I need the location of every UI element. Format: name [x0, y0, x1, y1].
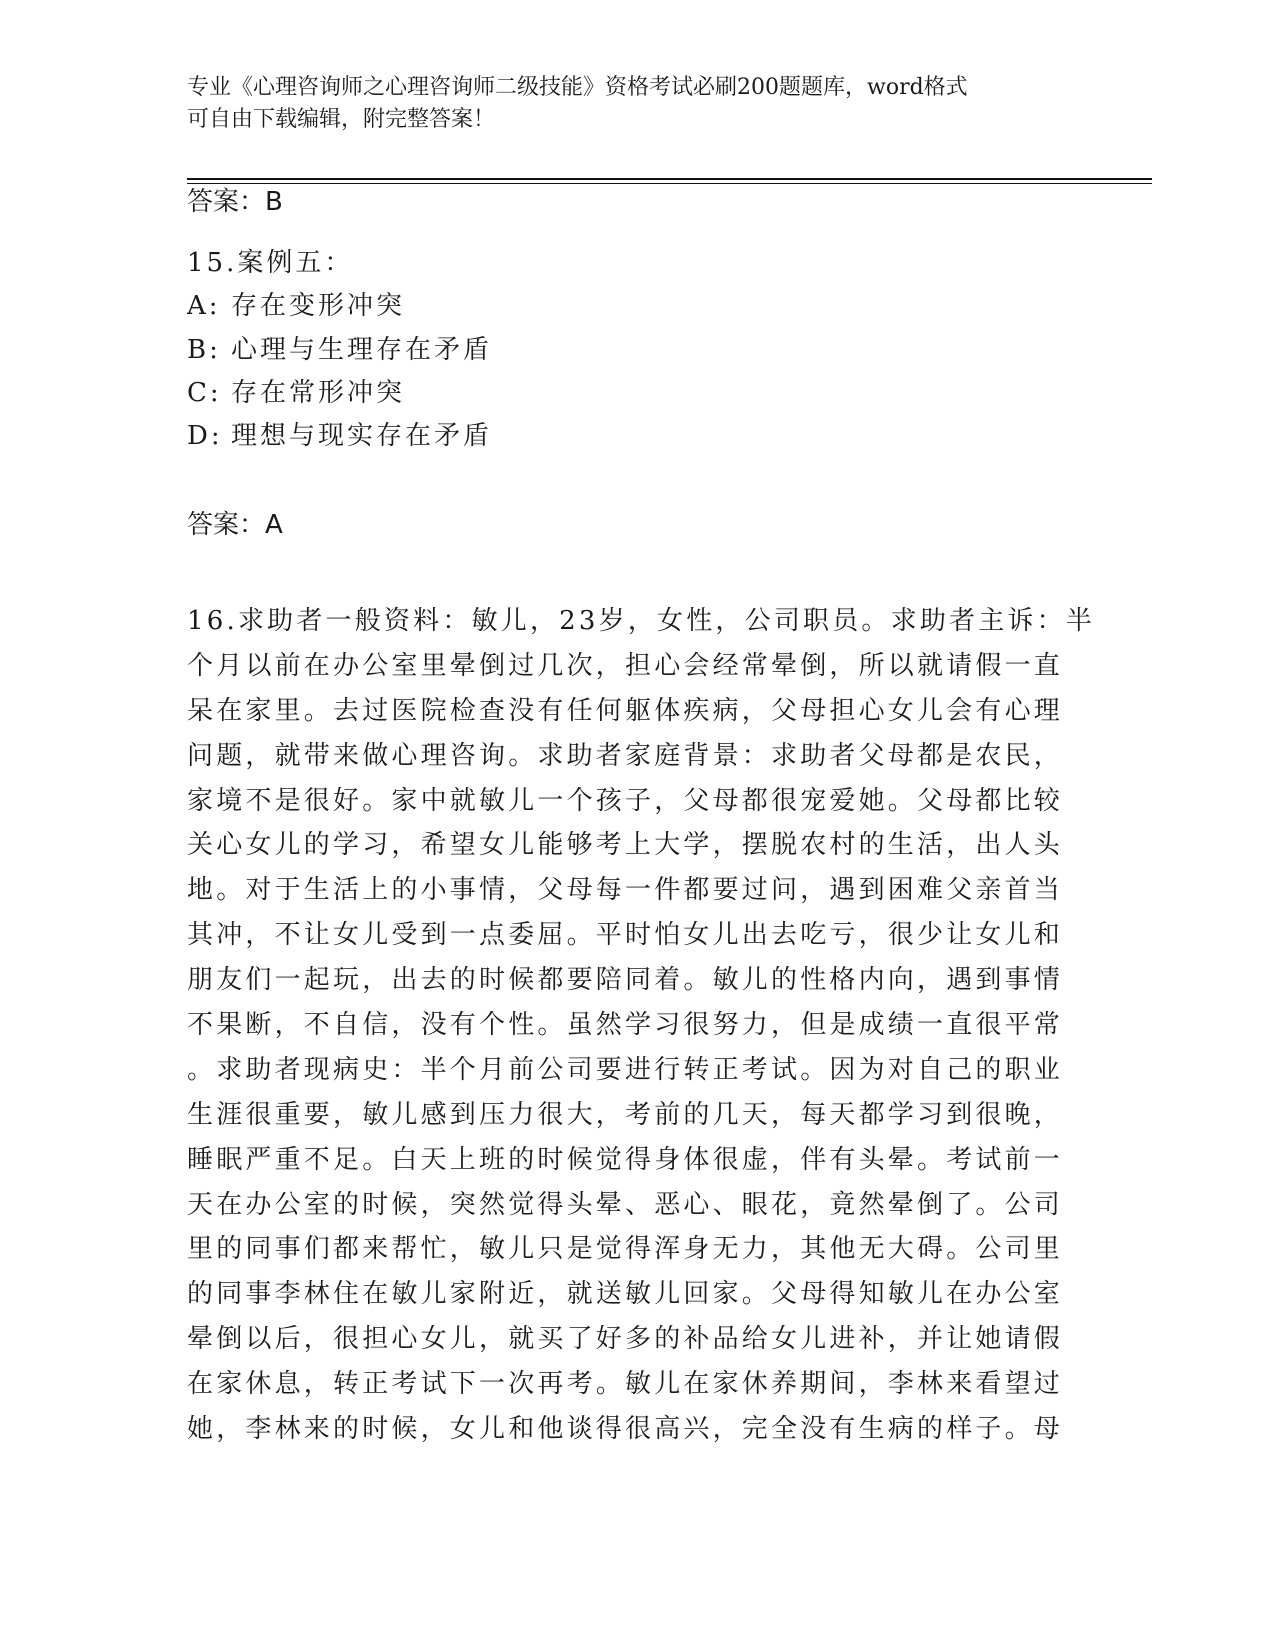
question-15-answer: 答案：A	[187, 510, 283, 540]
passage-line: 家境不是很好。家中就敏儿一个孩子，父母都很宠爱她。父母都比较	[187, 785, 1064, 816]
passage-line: 其冲，不让女儿受到一点委屈。平时怕女儿出去吃亏，很少让女儿和	[187, 920, 1064, 951]
passage-line: 朋友们一起玩，出去的时候都要陪同着。敏儿的性格内向，遇到事情	[187, 965, 1064, 996]
passage-line: 里的同事们都来帮忙，敏儿只是觉得浑身无力，其他无大碍。公司里	[187, 1234, 1064, 1265]
passage-line: 在家休息，转正考试下一次再考。敏儿在家休养期间，李林来看望过	[187, 1369, 1064, 1400]
question-15-option-b	[187, 328, 492, 373]
question-15-option-d	[187, 414, 492, 459]
passage-line: 地。对于生活上的小事情，父母每一件都要过问，遇到困难父亲首当	[187, 875, 1064, 906]
passage-line: 个月以前在办公室里晕倒过几次，担心会经常晕倒，所以就请假一直	[187, 650, 1064, 681]
header-rule-thick	[187, 178, 1152, 180]
header-line: 专业《心理咨询师之心理咨询师二级技能》资格考试必刷200题题库，word格式	[187, 75, 968, 100]
passage-line: 关心女儿的学习，希望女儿能够考上大学，摆脱农村的生活，出人头	[187, 830, 1064, 861]
question-16-passage	[187, 599, 1095, 1452]
question-15-option-a	[187, 284, 405, 329]
passage-line: 她，李林来的时候，女儿和他谈得很高兴，完全没有生病的样子。母	[187, 1414, 1064, 1445]
passage-line: 天在办公室的时候，突然觉得头晕、恶心、眼花，竟然晕倒了。公司	[187, 1189, 1064, 1220]
passage-line: 问题，就带来做心理咨询。求助者家庭背景：求助者父母都是农民，	[187, 740, 1064, 771]
passage-line: 生涯很重要，敏儿感到压力很大，考前的几天，每天都学习到很晚，	[187, 1099, 1064, 1130]
previous-answer: 答案：B	[187, 187, 283, 217]
passage-line: 睡眠严重不足。白天上班的时候觉得身体很虚，伴有头晕。考试前一	[187, 1144, 1064, 1175]
passage-line: 的同事李林住在敏儿家附近，就送敏儿回家。父母得知敏儿在办公室	[187, 1279, 1064, 1310]
page-header	[187, 72, 1067, 136]
header-rule-thin	[187, 183, 1152, 184]
passage-line: 16.求助者一般资料：敏儿，23岁，女性，公司职员。求助者主诉：半	[187, 606, 1096, 636]
option-letter: A:	[187, 291, 221, 321]
option-letter: D:	[187, 421, 223, 451]
option-letter: C:	[187, 378, 222, 408]
passage-line: 不果断，不自信，没有个性。虽然学习很努力，但是成绩一直很平常	[187, 1010, 1064, 1041]
option-text: 存在常形冲突	[231, 378, 406, 408]
option-text: 心理与生理存在矛盾	[231, 335, 493, 365]
passage-line: 呆在家里。去过医院检查没有任何躯体疾病，父母担心女儿会有心理	[187, 695, 1064, 726]
question-15-title: 15.案例五：	[187, 248, 354, 278]
passage-line: 晕倒以后，很担心女儿，就买了好多的补品给女儿进补，并让她请假	[187, 1324, 1064, 1355]
option-letter: B:	[187, 335, 221, 365]
question-15-option-c	[187, 371, 405, 416]
passage-line: 。求助者现病史：半个月前公司要进行转正考试。因为对自己的职业	[187, 1054, 1064, 1085]
option-text: 存在变形冲突	[231, 291, 406, 321]
option-text: 理想与现实存在矛盾	[231, 421, 493, 451]
header-line: 可自由下载编辑，附完整答案！	[187, 107, 496, 132]
